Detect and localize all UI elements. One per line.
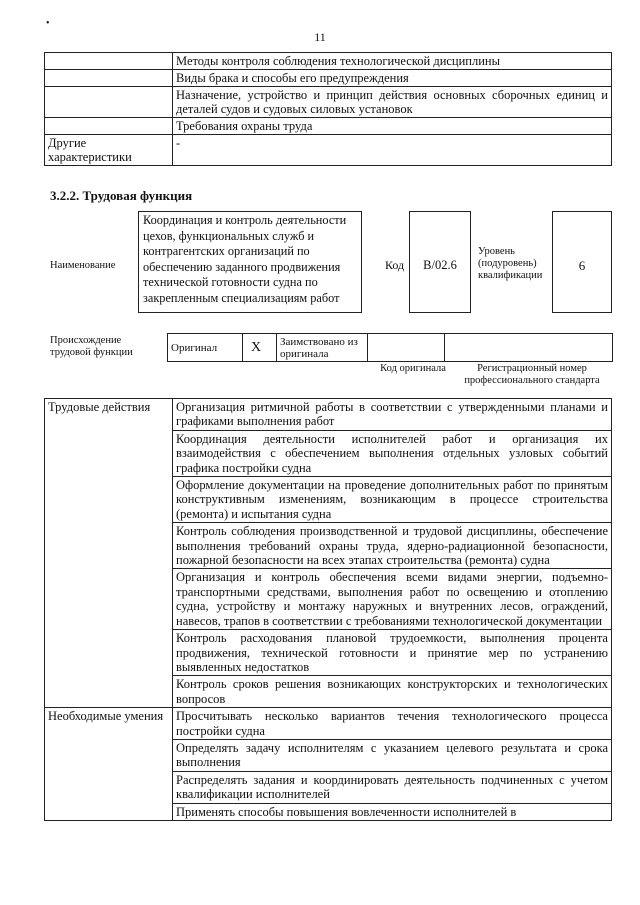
qualification-level: 6 — [552, 211, 612, 313]
continuation-table — [44, 52, 612, 166]
table-row — [45, 708, 612, 740]
group-item: Контроль сроков решения возникающих конструкторских и технологических вопросов — [173, 676, 612, 708]
original-mark: X — [243, 334, 277, 362]
section-heading: 3.2.2. Трудовая функция — [50, 188, 193, 203]
group-item: Определять задачу исполнителям с указанием целевого результата и срока выполнения — [173, 739, 612, 771]
row-value: Виды брака и способы его предупреждения — [173, 70, 612, 87]
function-name: Координация и контроль деятельности цехов, функциональных служб и контрагентских организаций по обеспечению заданного продвижения технической готовности судна по закрепленным специализациям работ — [138, 211, 362, 313]
page-number: 11 — [314, 30, 326, 44]
group-item: Организация и контроль обеспечения всеми видами энергии, подъемно-транспортными средствами, выполнения работ по освещению и отоплению судна, устройству и монтажу наружных и внутренних лесов, ограждений, навесов, трапов в соответствии с требованиями технологической документации — [173, 569, 612, 630]
reg-number-caption: Регистрационный номер профессионального стандарта — [464, 363, 600, 386]
table-row — [45, 70, 612, 87]
group-item: Контроль расходования плановой трудоемкости, выполнения процента продвижения, технической готовности и принятие мер по устранению выявленных недостатков — [173, 630, 612, 676]
function-code: B/02.6 — [409, 211, 471, 313]
borrowed-label: Заимствовано из оригинала — [277, 334, 368, 362]
group-item: Применять способы повышения вовлеченности исполнителей в — [173, 803, 612, 820]
row-label — [45, 87, 173, 118]
page-mark: • — [46, 18, 50, 29]
reg-number-cell — [445, 334, 613, 362]
group-item: Распределять задания и координировать деятельность подчиненных с учетом квалификации исполнителей — [173, 771, 612, 803]
group-item: Контроль соблюдения производственной и трудовой дисциплины, обеспечение выполнения требований охраны труда, ядерно-радиационной безопасности, пожарной безопасности на всех этапах строительства (ремонта) судна — [173, 523, 612, 569]
row-label: Другие характеристики — [45, 135, 173, 166]
table-row — [45, 53, 612, 70]
group-item: Организация ритмичной работы в соответствии с утвержденными планами и графиками выполнения работ — [173, 399, 612, 431]
row-label — [45, 118, 173, 135]
origin-table — [167, 333, 613, 362]
group-label: Трудовые действия — [45, 399, 173, 708]
table-row — [45, 87, 612, 118]
origin-label: Происхождение трудовой функции — [50, 335, 133, 358]
code-original-caption: Код оригинала — [380, 363, 446, 374]
name-label: Наименование — [50, 260, 116, 271]
table-row — [45, 399, 612, 431]
row-label — [45, 53, 173, 70]
row-value: Назначение, устройство и принцип действия основных сборочных единиц и деталей судов и судовых силовых установок — [173, 87, 612, 118]
code-label: Код — [385, 258, 405, 272]
function-details-table — [44, 398, 612, 821]
table-row — [45, 135, 612, 166]
table-row — [45, 118, 612, 135]
group-item: Оформление документации на проведение дополнительных работ по принятым конструктивным изменениям, возникающим в процессе строительства (ремонта) и испытания судна — [173, 477, 612, 523]
code-original-cell — [368, 334, 445, 362]
level-label: Уровень (подуровень) квалификации — [478, 246, 543, 281]
group-label: Необходимые умения — [45, 708, 173, 821]
row-label — [45, 70, 173, 87]
row-value: - — [173, 135, 612, 166]
row-value: Требования охраны труда — [173, 118, 612, 135]
original-label: Оригинал — [168, 334, 243, 362]
row-value: Методы контроля соблюдения технологической дисциплины — [173, 53, 612, 70]
group-item: Просчитывать несколько вариантов течения технологического процесса постройки судна — [173, 708, 612, 740]
group-item: Координация деятельности исполнителей работ и организация их взаимодействия с обеспечением выполнения отдельных узловых событий графика постройки судна — [173, 430, 612, 476]
